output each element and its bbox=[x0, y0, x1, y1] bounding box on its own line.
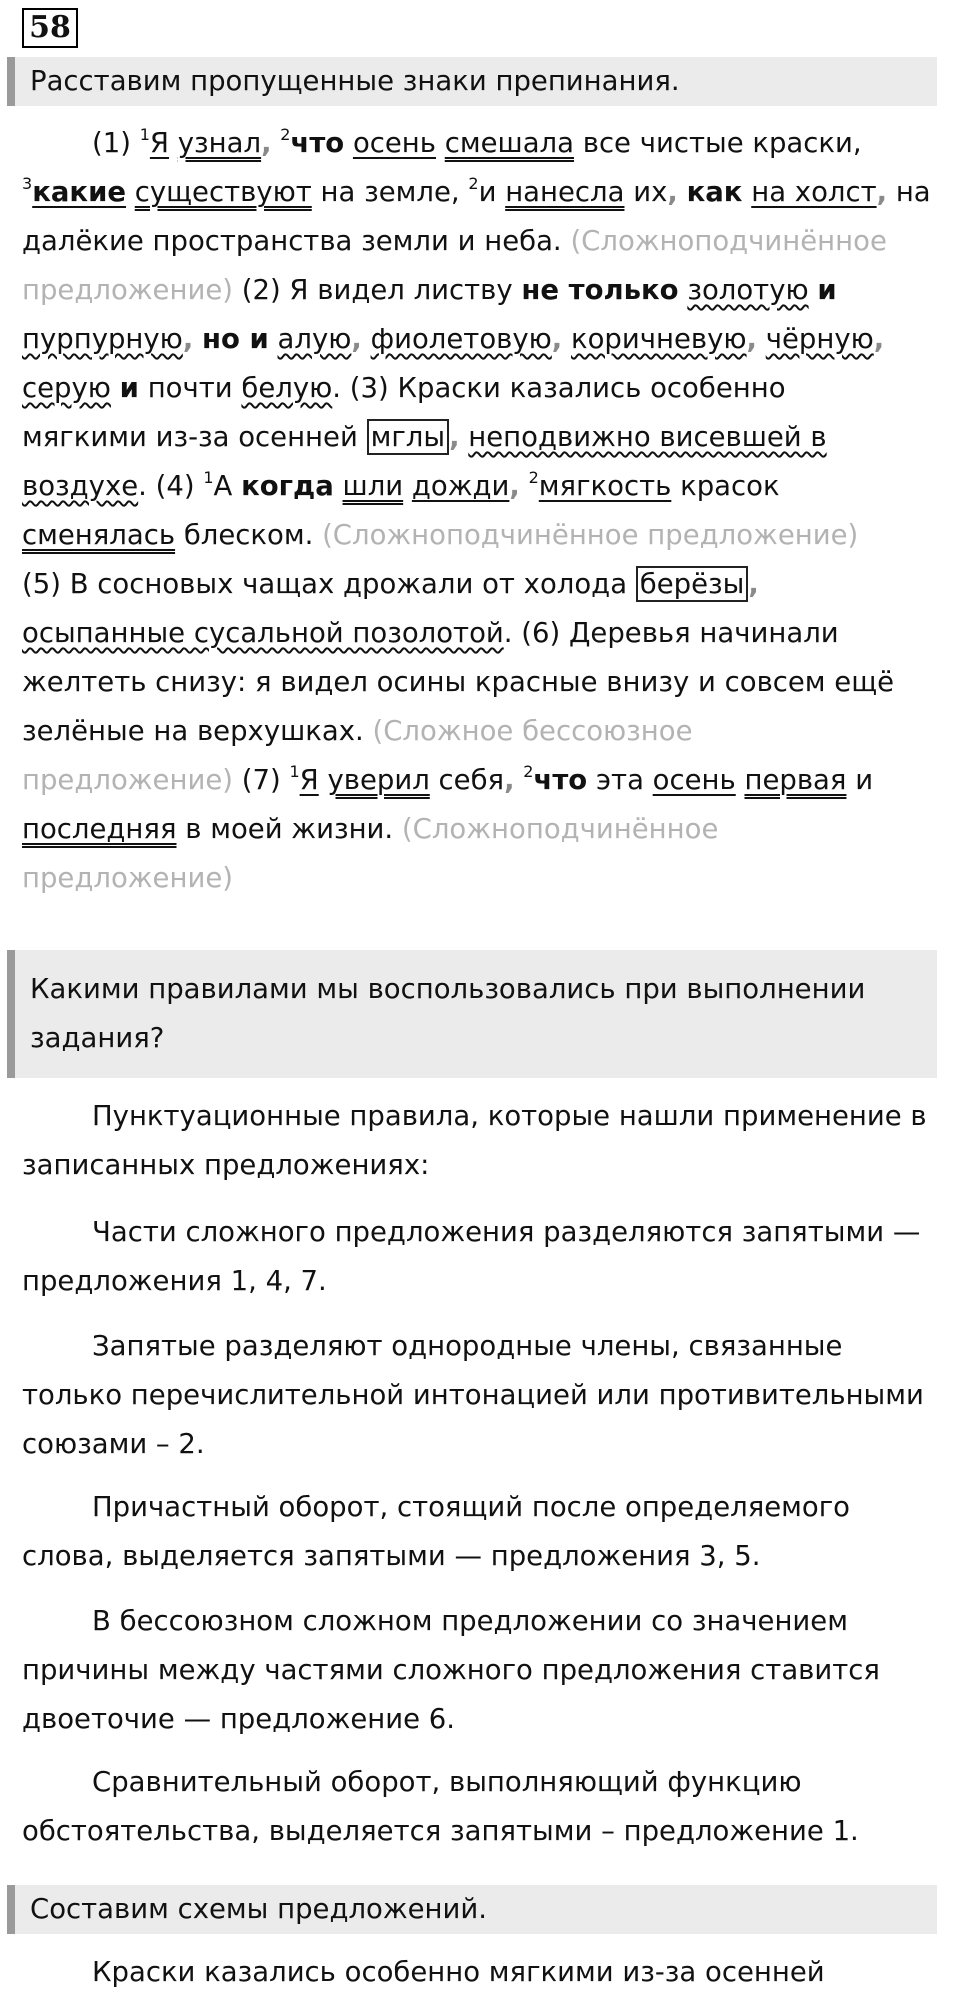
subject: какие bbox=[32, 176, 126, 208]
rule-paragraph: Пунктуационные правила, которые нашли применение в записанных предложениях: bbox=[22, 1100, 927, 1181]
text-line bbox=[22, 462, 944, 511]
text-line bbox=[22, 707, 944, 756]
clause-index: 1 bbox=[139, 125, 150, 144]
inserted-comma: , bbox=[873, 323, 885, 355]
defined-word-box: мглы bbox=[367, 419, 449, 455]
schemes-intro bbox=[22, 1948, 944, 1997]
text-fragment: (2) Я видел листву bbox=[241, 274, 513, 306]
predicate: нанесла bbox=[505, 176, 625, 208]
text-fragment: в моей жизни. bbox=[185, 813, 394, 845]
text-line bbox=[22, 217, 944, 266]
text-fragment: (5) В сосновых чащах дрожали от холода bbox=[22, 568, 628, 600]
inserted-comma: , bbox=[182, 323, 194, 355]
clause-index: 2 bbox=[280, 125, 291, 144]
inserted-comma: , bbox=[504, 764, 515, 796]
text-fragment: . (3) Краски казались особенно bbox=[332, 372, 786, 404]
text-fragment: все чистые краски, bbox=[582, 127, 862, 159]
text-line bbox=[22, 511, 944, 560]
text-fragment: мягкими из-за осенней bbox=[22, 421, 358, 453]
text-fragment: эта bbox=[595, 764, 644, 796]
text-line bbox=[22, 805, 944, 854]
sentence-type-note: (Сложноподчинённое предложение) bbox=[322, 519, 859, 551]
task-header-schemes: Составим схемы предложений. bbox=[7, 1885, 937, 1934]
text-line bbox=[22, 119, 944, 168]
homogeneous-member: алую bbox=[277, 323, 352, 355]
rule-paragraph: Причастный оборот, стоящий после определяемого слова, выделяется запятыми — предложения 3, 5. bbox=[22, 1491, 850, 1572]
text-fragment: и bbox=[855, 764, 874, 796]
predicate: узнал bbox=[177, 127, 262, 159]
sentence-type-note: предложение) bbox=[22, 862, 233, 894]
text-fragment: и bbox=[478, 176, 497, 208]
conjunction: и bbox=[817, 274, 837, 306]
subject: Я bbox=[149, 127, 170, 159]
text-line bbox=[22, 756, 944, 805]
text-fragment: А bbox=[213, 470, 233, 502]
predicate: первая bbox=[744, 764, 847, 796]
text-fragment: блеском. bbox=[183, 519, 314, 551]
participial-phrase: воздухе bbox=[22, 470, 139, 502]
clause-index: 1 bbox=[289, 762, 300, 781]
subject: Я bbox=[299, 764, 319, 796]
clause-index: 2 bbox=[523, 762, 534, 781]
homogeneous-member: серую bbox=[22, 372, 111, 404]
text-fragment: их bbox=[633, 176, 668, 208]
rule-paragraph: Запятые разделяют однородные члены, связанные только перечислительной интонацией или противительными союзами – 2. bbox=[22, 1330, 924, 1460]
homogeneous-member: золотую bbox=[687, 274, 809, 306]
inserted-comma: , bbox=[351, 323, 362, 355]
text-line bbox=[22, 560, 944, 609]
defined-word-box: берёзы bbox=[636, 566, 749, 602]
sentence-type-note: предложение) bbox=[22, 274, 233, 306]
inserted-comma: , bbox=[667, 176, 678, 208]
exercise-number: 58 bbox=[22, 8, 78, 48]
conjunction: и bbox=[119, 372, 139, 404]
text-fragment: на земле, bbox=[320, 176, 460, 208]
rules-section bbox=[22, 1092, 944, 1856]
rule-paragraph: Сравнительный оборот, выполняющий функцию обстоятельства, выделяется запятыми – предложение 1. bbox=[22, 1766, 859, 1847]
conjunction: но и bbox=[202, 323, 269, 355]
conjunction: не только bbox=[521, 274, 679, 306]
sentence-type-note: (Сложноподчинённое bbox=[401, 813, 719, 845]
text-line bbox=[22, 658, 944, 707]
text-line bbox=[22, 609, 944, 658]
text-line: Краски казались особенно мягкими из-за осенней bbox=[92, 1956, 825, 1988]
text-fragment: далёкие пространства земли и неба. bbox=[22, 225, 562, 257]
rule-paragraph: В бессоюзном сложном предложении со значением причины между частями сложного предложения ставится двоеточие — предложение 6. bbox=[22, 1605, 880, 1735]
inserted-comma: , bbox=[509, 470, 520, 502]
subject: дожди bbox=[411, 470, 510, 502]
clause-index: 1 bbox=[203, 468, 214, 487]
predicate: уверил bbox=[327, 764, 430, 796]
homogeneous-member: пурпурную bbox=[22, 323, 183, 355]
text-fragment: на bbox=[895, 176, 931, 208]
sentence-type-note: (Сложноподчинённое bbox=[570, 225, 887, 257]
text-line bbox=[22, 413, 944, 462]
text-fragment: . (6) Деревья начинали bbox=[503, 617, 839, 649]
conjunction: когда bbox=[241, 470, 334, 502]
inserted-comma: , bbox=[876, 176, 888, 208]
subject: осень bbox=[352, 127, 436, 159]
text-line bbox=[22, 364, 944, 413]
clause-index: 3 bbox=[22, 174, 33, 193]
inserted-comma: , bbox=[746, 323, 757, 355]
participial-phrase: осыпанные сусальной позолотой bbox=[22, 617, 504, 649]
text-line bbox=[22, 266, 944, 315]
text-fragment: . (4) bbox=[138, 470, 195, 502]
predicate: смешала bbox=[444, 127, 574, 159]
homogeneous-member: чёрную bbox=[765, 323, 874, 355]
homogeneous-member: белую bbox=[241, 372, 333, 404]
exercise-sentences bbox=[22, 119, 944, 903]
inserted-comma: , bbox=[261, 127, 272, 159]
comparative-phrase: на холст bbox=[751, 176, 877, 208]
inserted-comma: , bbox=[551, 323, 563, 355]
text-line bbox=[22, 854, 944, 903]
clause-index: 2 bbox=[468, 174, 479, 193]
task-header-punctuation: Расставим пропущенные знаки препинания. bbox=[7, 57, 937, 106]
text-fragment: себя bbox=[438, 764, 505, 796]
rule-paragraph: Части сложного предложения разделяются запятыми — предложения 1, 4, 7. bbox=[22, 1216, 921, 1297]
subject: осень bbox=[652, 764, 736, 796]
conjunction: как bbox=[686, 176, 743, 208]
predicate: шли bbox=[342, 470, 404, 502]
conjunction: что bbox=[290, 127, 345, 159]
text-fragment: желтеть снизу: я видел осины красные внизу и совсем ещё bbox=[22, 666, 895, 698]
inserted-comma: , bbox=[748, 568, 759, 600]
sentence-type-note: предложение) bbox=[22, 764, 233, 796]
text-line bbox=[22, 168, 944, 217]
homogeneous-member: коричневую bbox=[570, 323, 747, 355]
predicate: существуют bbox=[134, 176, 312, 208]
question-header: Какими правилами мы воспользовались при выполнении задания? bbox=[7, 950, 937, 1078]
sentence-type-note: (Сложное бессоюзное bbox=[372, 715, 693, 747]
conjunction: что bbox=[533, 764, 588, 796]
sentence-number: (1) bbox=[92, 127, 131, 159]
predicate: последняя bbox=[22, 813, 177, 845]
text-fragment: зелёные на верхушках. bbox=[22, 715, 364, 747]
homogeneous-member: фиолетовую bbox=[370, 323, 552, 355]
clause-index: 2 bbox=[528, 468, 539, 487]
subject: мягкость bbox=[538, 470, 672, 502]
text-fragment: почти bbox=[147, 372, 233, 404]
sentence-number: (7) bbox=[241, 764, 281, 796]
text-fragment: красок bbox=[680, 470, 780, 502]
inserted-comma: , bbox=[449, 421, 460, 453]
predicate: сменялась bbox=[22, 519, 176, 551]
participial-phrase: неподвижно висевшей в bbox=[468, 421, 827, 453]
text-line bbox=[22, 315, 944, 364]
